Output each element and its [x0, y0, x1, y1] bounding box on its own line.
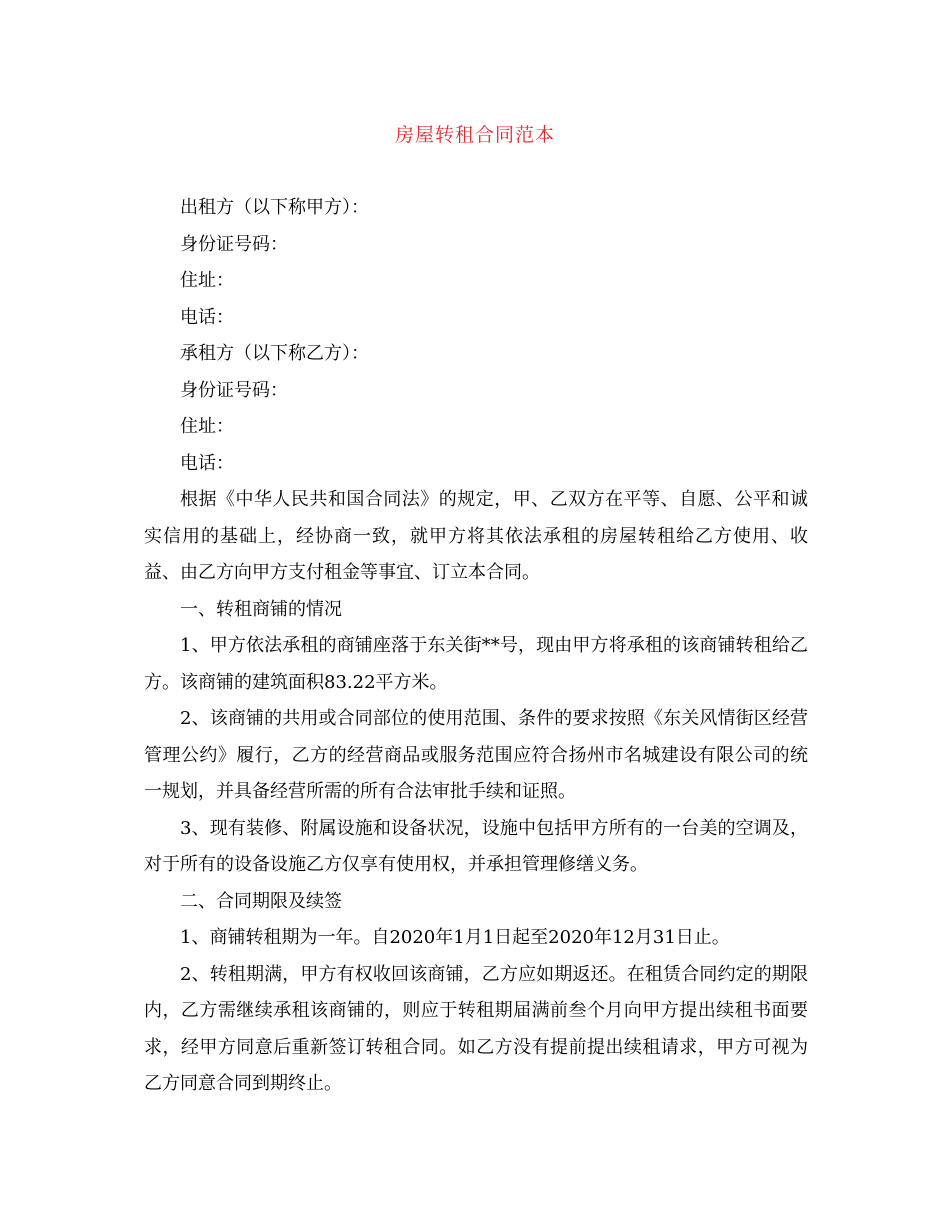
section-heading-1: 一、转租商铺的情况	[180, 598, 342, 620]
section-heading-2: 二、合同期限及续签	[180, 890, 342, 912]
document-body	[144, 190, 808, 1103]
lessor-line: 出租方（以下称甲方）：	[180, 197, 369, 218]
document-title: 房屋转租合同范本	[394, 124, 555, 146]
preamble-paragraph: 根据《中华人民共和国合同法》的规定，甲、乙双方在平等、自愿、公平和诚实信用的基础上，经协商一致，就甲方将其依法承租的房屋转租给乙方使用、收益、由乙方向甲方支付租金等事宜、订立本合同。	[144, 489, 808, 583]
clause-1-1: 1、甲方依法承租的商铺座落于东关街**号，现由甲方将承租的该商铺转租给乙方。该商铺的建筑面积83.22平方米。	[144, 635, 808, 693]
lessor-id-line: 身份证号码：	[180, 233, 288, 255]
lessor-phone-line: 电话：	[180, 306, 234, 328]
clause-1-2: 2、该商铺的共用或合同部位的使用范围、条件的要求按照《东关风情街区经营管理公约》履行，乙方的经营商品或服务范围应符合扬州市名城建设有限公司的统一规划，并具备经营所需的所有合法审批手续和证照。	[144, 708, 808, 802]
lessee-address-line: 住址：	[180, 416, 234, 437]
lessee-id-line: 身份证号码：	[180, 379, 288, 401]
clause-2-2: 2、转租期满，甲方有权收回该商铺，乙方应如期返还。在租赁合同约定的期限内，乙方需继续承租该商铺的，则应于转租期届满前叁个月向甲方提出续租书面要求，经甲方同意后重新签订转租合同。如乙方没有提前提出续租请求，甲方可视为乙方同意合同到期终止。	[144, 963, 808, 1094]
lessee-line: 承租方（以下称乙方）：	[180, 343, 369, 364]
clause-2-1: 1、商铺转租期为一年。自2020年1月1日起至2020年12月31日止。	[180, 927, 730, 948]
clause-1-3: 3、现有装修、附属设施和设备状况，设施中包括甲方所有的一台美的空调及，对于所有的设备设施乙方仅享有使用权，并承担管理修缮义务。	[144, 817, 808, 875]
lessee-phone-line: 电话：	[180, 452, 234, 474]
lessor-address-line: 住址：	[180, 270, 234, 291]
